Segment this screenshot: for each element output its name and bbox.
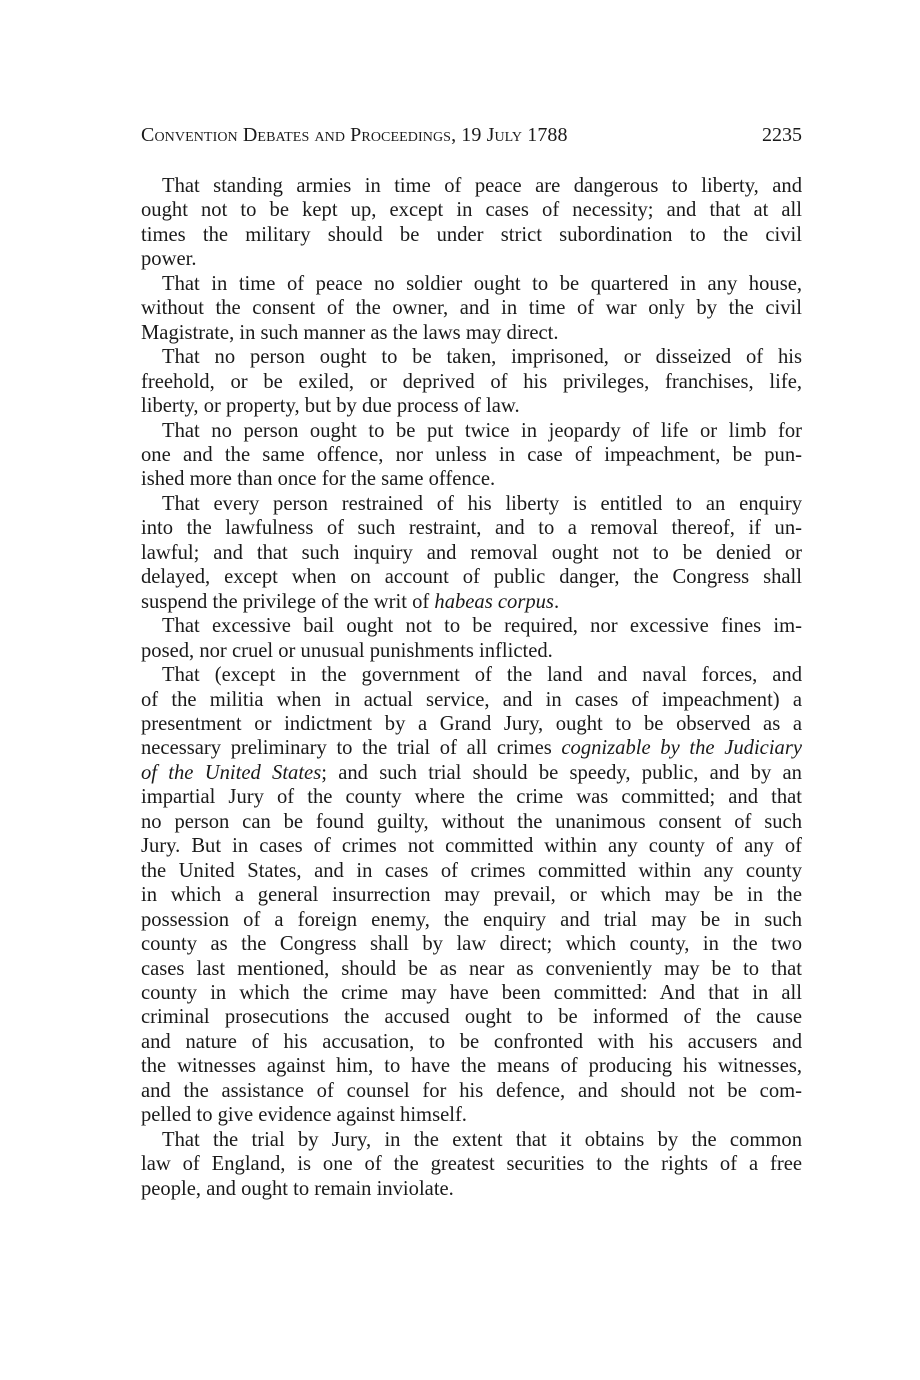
text-line: That standing armies in time of peace are dangerous to liberty, and [162,175,802,197]
text-line: cases last mentioned, should be as near as conveniently may be to that [141,957,802,980]
italic-phrase: cognizable by the Judiciary [561,737,802,760]
text-line: lawful; and that such inquiry and removal ought not to be denied or [141,541,802,564]
text-line: criminal prosecutions the accused ought to be informed of the cause [141,1006,802,1029]
text-line: without the consent of the owner, and in time of war only by the civil [141,297,802,320]
text-line: That every person restrained of his liberty is entitled to an enquiry [162,492,802,515]
paragraph-grand-jury [141,663,802,1128]
running-title: Convention Debates and Proceedings, 19 July 1788 [141,124,568,146]
text-line: freehold, or be exiled, or deprived of his privileges, franchises, life, [141,370,802,393]
text-line [141,761,802,785]
italic-term-habeas-corpus: habeas corpus [434,590,554,613]
text-line: Jury. But in cases of crimes not committed within any county of any of [141,835,802,858]
text-line: and nature of his accusation, to be confronted with his accusers and [141,1030,802,1053]
text-line: ished more than once for the same offence. [141,468,496,491]
text-line: delayed, except when on account of public danger, the Congress shall [141,566,802,589]
text-segment: ; and such trial should be speedy, public, and by an [321,761,802,784]
text-line: liberty, or property, but by due process of law. [141,395,520,418]
text-line: That (except in the government of the land and naval forces, and [162,664,802,687]
text-line: county as the Congress shall by law direct; which county, in the two [141,933,802,956]
paragraph-trial-by-jury [141,1128,802,1201]
text-line [141,590,802,614]
page-number: 2235 [762,124,802,146]
text-line: people, and ought to remain inviolate. [141,1177,454,1200]
text-line: Magistrate, in such manner as the laws may direct. [141,321,559,344]
text-line: presentment or indictment by a Grand Jury, ought to be observed as a [141,712,802,735]
text-line: ought not to be kept up, except in cases of necessity; and that at all [141,199,802,222]
text-line: of the militia when in actual service, and in cases of impeachment) a [141,688,802,711]
text-segment: . [553,590,560,613]
document-page [141,118,802,1201]
text-line: That no person ought to be taken, imprisoned, or disseized of his [162,346,802,369]
text-line: times the military should be under strict subordination to the civil [141,223,802,246]
text-line: and the assistance of counsel for his defence, and should not be com- [141,1079,802,1102]
text-line: possession of a foreign enemy, the enquiry and trial may be in such [141,908,802,931]
text-segment: suspend the privilege of the writ of [141,590,435,613]
text-line: pelled to give evidence against himself. [141,1104,467,1127]
text-line: That no person ought to be put twice in jeopardy of life or limb for [162,419,802,442]
paragraph-standing-armies [141,174,802,272]
text-line: That excessive bail ought not to be required, nor excessive fines im- [162,615,802,638]
text-segment: necessary preliminary to the trial of all crimes [141,737,562,760]
text-line: posed, nor cruel or unusual punishments inflicted. [141,639,553,662]
body-text [141,174,802,1201]
text-line: in which a general insurrection may prevail, or which may be in the [141,884,802,907]
paragraph-double-jeopardy [141,419,802,492]
italic-phrase: of the United States [141,761,322,784]
text-line: into the lawfulness of such restraint, and to a removal thereof, if un- [141,517,802,540]
paragraph-quartering [141,272,802,345]
paragraph-due-process [141,345,802,418]
text-line: impartial Jury of the county where the crime was committed; and that [141,786,802,809]
paragraph-excessive-bail [141,614,802,663]
text-line [141,736,802,760]
text-line: law of England, is one of the greatest securities to the rights of a free [141,1153,802,1176]
text-line: the witnesses against him, to have the means of producing his witnesses, [141,1055,802,1078]
text-line: the United States, and in cases of crimes committed within any county [141,859,802,882]
paragraph-habeas-corpus [141,492,802,614]
text-line: That in time of peace no soldier ought to be quartered in any house, [162,272,802,295]
text-line: That the trial by Jury, in the extent that it obtains by the common [162,1128,802,1151]
text-line: no person can be found guilty, without the unanimous consent of such [141,810,802,833]
text-line: one and the same offence, nor unless in case of impeachment, be pun- [141,443,802,466]
text-line: county in which the crime may have been committed: And that in all [141,981,802,1004]
running-head [141,118,802,152]
text-line: power. [141,248,197,271]
